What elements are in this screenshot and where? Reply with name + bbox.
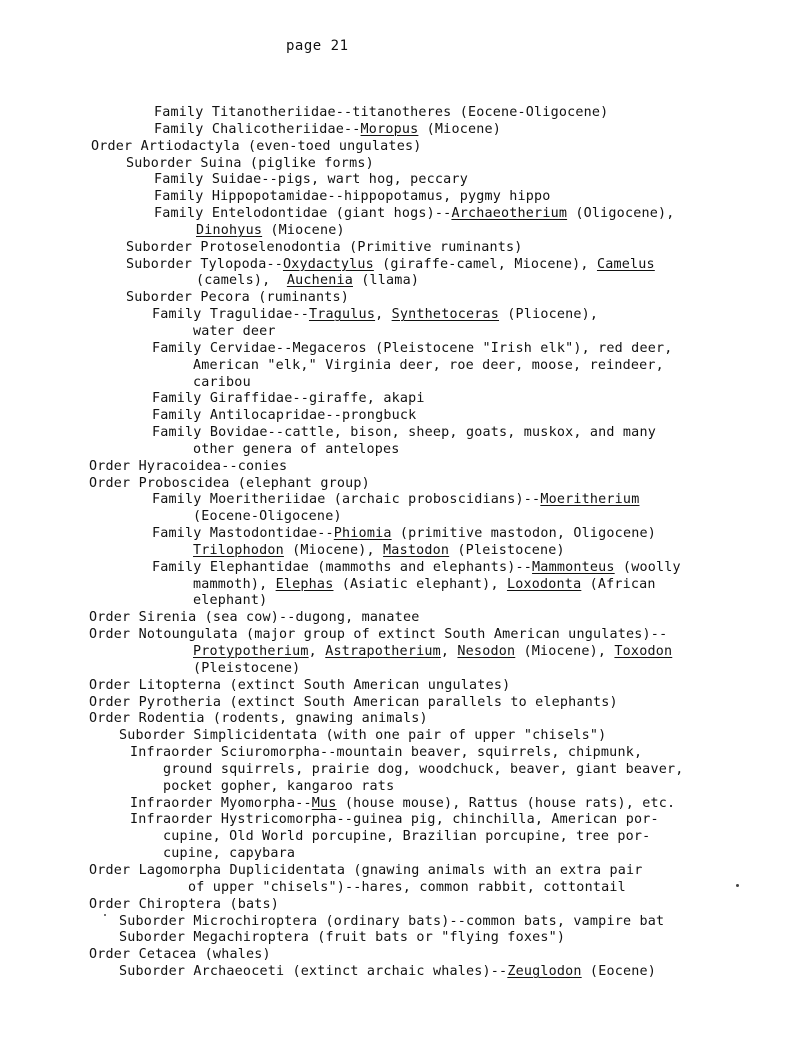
line-text: (camels), bbox=[196, 273, 287, 289]
line-text: Family Entelodontidae (giant hogs)-- bbox=[154, 206, 452, 222]
outline-line bbox=[0, 812, 800, 829]
line-text: cupine, Old World porcupine, Brazilian porcupine, tree por- bbox=[163, 829, 651, 845]
outline-line bbox=[0, 391, 800, 408]
outline-line bbox=[0, 122, 800, 139]
outline-line bbox=[0, 408, 800, 425]
outline-line bbox=[0, 779, 800, 796]
genus-name: Moropus bbox=[360, 121, 419, 137]
line-text: American "elk," Virginia deer, roe deer, moose, reindeer, bbox=[193, 357, 664, 373]
line-text: Suborder Microchiroptera (ordinary bats)--common bats, vampire bat bbox=[119, 913, 665, 929]
line-text: , bbox=[375, 307, 392, 323]
line-text: (house mouse), Rattus (house rats), etc. bbox=[336, 795, 676, 811]
genus-name: Phiomia bbox=[333, 526, 392, 542]
line-text: Suborder Megachiroptera (fruit bats or "flying foxes") bbox=[119, 930, 566, 946]
line-text: Family Tragulidae-- bbox=[152, 307, 309, 323]
line-text: Family Chalicotheriidae-- bbox=[154, 121, 361, 137]
line-text: Suborder Protoselenodontia (Primitive ruminants) bbox=[126, 239, 523, 255]
line-text: (Eocene-Oligocene) bbox=[193, 509, 342, 525]
genus-name: Archaeotherium bbox=[451, 206, 568, 222]
genus-name: Astrapotherium bbox=[325, 644, 441, 659]
outline-line bbox=[0, 324, 800, 341]
genus-name: Mus bbox=[311, 795, 337, 811]
outline-line bbox=[0, 543, 800, 560]
outline-line bbox=[0, 728, 800, 745]
outline-line bbox=[0, 880, 800, 897]
genus-name: Trilophodon bbox=[193, 542, 284, 558]
outline-line bbox=[0, 661, 800, 678]
line-text: Family Hippopotamidae--hippopotamus, pygmy hippo bbox=[154, 189, 551, 205]
line-text: Family Suidae--pigs, wart hog, peccary bbox=[154, 172, 468, 188]
outline-line bbox=[0, 745, 800, 762]
line-text: Order Artiodactyla (even-toed ungulates) bbox=[91, 138, 422, 154]
outline-line bbox=[0, 577, 800, 594]
line-text: (Eocene) bbox=[581, 964, 657, 980]
taxonomy-outline bbox=[0, 105, 800, 981]
line-text: pocket gopher, kangaroo rats bbox=[163, 778, 395, 794]
outline-line bbox=[0, 358, 800, 375]
line-text: Infraorder Myomorpha-- bbox=[130, 795, 312, 811]
outline-line bbox=[0, 459, 800, 476]
line-text: of upper "chisels")--hares, common rabbit, cottontail bbox=[188, 879, 626, 895]
line-text: caribou bbox=[193, 374, 251, 390]
outline-line bbox=[0, 476, 800, 493]
line-text: Order Litopterna (extinct South American ungulates) bbox=[89, 677, 511, 693]
line-text: Order Rodentia (rodents, gnawing animals) bbox=[89, 711, 428, 727]
line-text: (giraffe-camel, Miocene), bbox=[373, 256, 597, 272]
scan-speck bbox=[104, 914, 106, 916]
line-text: Order Sirenia (sea cow)--dugong, manatee bbox=[89, 610, 420, 626]
outline-line bbox=[0, 273, 800, 290]
line-text: (Pleistocene) bbox=[193, 660, 301, 676]
genus-name: Loxodonta bbox=[506, 576, 582, 592]
genus-name: Moeritherium bbox=[540, 492, 640, 508]
line-text: Order Cetacea (whales) bbox=[89, 947, 271, 963]
genus-name: Dinohyus bbox=[196, 222, 263, 238]
outline-line bbox=[0, 678, 800, 695]
line-text: Family Antilocapridae--prongbuck bbox=[152, 408, 417, 424]
line-text: Suborder Archaeoceti (extinct archaic whales)-- bbox=[119, 964, 508, 980]
line-text: Order Pyrotheria (extinct South American parallels to elephants) bbox=[89, 694, 618, 710]
line-text: Order Proboscidea (elephant group) bbox=[89, 475, 370, 491]
genus-name: Tragulus bbox=[308, 307, 376, 323]
outline-line bbox=[0, 240, 800, 257]
line-text: (Pleistocene) bbox=[449, 542, 565, 558]
outline-line bbox=[0, 172, 800, 189]
outline-line bbox=[0, 627, 800, 644]
outline-line bbox=[0, 442, 800, 459]
outline-line bbox=[0, 560, 800, 577]
line-text: Family Titanotheriidae--titanotheres (Eocene-Oligocene) bbox=[154, 105, 609, 120]
outline-line bbox=[0, 189, 800, 206]
genus-name: Mammonteus bbox=[532, 559, 615, 575]
line-text: Suborder Pecora (ruminants) bbox=[126, 290, 350, 306]
outline-line bbox=[0, 425, 800, 442]
outline-line bbox=[0, 492, 800, 509]
line-text: water deer bbox=[193, 323, 276, 339]
line-text: Order Notoungulata (major group of extinct South American ungulates)-- bbox=[89, 627, 668, 643]
outline-line bbox=[0, 223, 800, 240]
genus-name: Nesodon bbox=[457, 644, 516, 659]
scan-speck bbox=[736, 884, 739, 887]
line-text: Order Chiroptera (bats) bbox=[89, 896, 280, 912]
line-text: (Miocene) bbox=[418, 121, 502, 137]
line-text: Family Bovidae--cattle, bison, sheep, goats, muskox, and many bbox=[152, 425, 656, 441]
line-text: (llama) bbox=[353, 273, 420, 289]
outline-line bbox=[0, 139, 800, 156]
line-text: (Asiatic elephant), bbox=[333, 576, 507, 592]
line-text: , bbox=[440, 644, 458, 659]
line-text: Suborder Simplicidentata (with one pair of upper "chisels") bbox=[119, 728, 607, 744]
line-text: Suborder Tylopoda-- bbox=[126, 256, 283, 272]
genus-name: Camelus bbox=[596, 256, 655, 272]
outline-line bbox=[0, 206, 800, 223]
outline-line bbox=[0, 829, 800, 846]
line-text: other genera of antelopes bbox=[193, 441, 400, 457]
outline-line bbox=[0, 695, 800, 712]
outline-line bbox=[0, 914, 800, 931]
outline-line bbox=[0, 307, 800, 324]
genus-name: Oxydactylus bbox=[282, 256, 374, 272]
outline-line bbox=[0, 341, 800, 358]
line-text: (Pliocene), bbox=[499, 307, 599, 323]
outline-line bbox=[0, 610, 800, 627]
genus-name: Zeuglodon bbox=[507, 964, 582, 980]
outline-line bbox=[0, 375, 800, 392]
outline-line bbox=[0, 593, 800, 610]
line-text: ground squirrels, prairie dog, woodchuck, beaver, giant beaver, bbox=[163, 761, 684, 777]
genus-name: Synthetoceras bbox=[391, 307, 500, 323]
outline-line bbox=[0, 257, 800, 274]
outline-line bbox=[0, 930, 800, 947]
line-text: Order Lagomorpha Duplicidentata (gnawing animals with an extra pair bbox=[89, 862, 643, 878]
line-text: mammoth), bbox=[193, 576, 276, 592]
outline-line bbox=[0, 897, 800, 914]
page-number: page 21 bbox=[286, 38, 349, 54]
outline-line bbox=[0, 644, 800, 661]
outline-line bbox=[0, 290, 800, 307]
outline-line bbox=[0, 863, 800, 880]
outline-line bbox=[0, 762, 800, 779]
genus-name: Elephas bbox=[275, 576, 334, 592]
outline-line bbox=[0, 711, 800, 728]
line-text: (Miocene), bbox=[283, 542, 384, 558]
line-text: Family Elephantidae (mammoths and elephants)-- bbox=[152, 559, 533, 575]
line-text: , bbox=[308, 644, 326, 659]
line-text: Family Moeritheriidae (archaic proboscidians)-- bbox=[152, 492, 541, 508]
outline-line bbox=[0, 964, 800, 981]
line-text: (Oligocene), bbox=[567, 206, 675, 222]
line-text: elephant) bbox=[193, 593, 268, 609]
line-text: Suborder Suina (piglike forms) bbox=[126, 155, 374, 171]
outline-line bbox=[0, 526, 800, 543]
line-text: (Miocene), bbox=[515, 644, 615, 659]
genus-name: Mastodon bbox=[383, 542, 450, 558]
line-text: Infraorder Hystricomorpha--guinea pig, chinchilla, American por- bbox=[130, 812, 659, 828]
line-text: cupine, capybara bbox=[163, 846, 296, 862]
line-text: Infraorder Sciuromorpha--mountain beaver, squirrels, chipmunk, bbox=[130, 745, 643, 761]
outline-line bbox=[0, 846, 800, 863]
line-text: (Miocene) bbox=[262, 222, 345, 238]
line-text: (African bbox=[581, 576, 656, 592]
line-text: Family Cervidae--Megaceros (Pleistocene "Irish elk"), red deer, bbox=[152, 340, 673, 356]
line-text: (primitive mastodon, Oligocene) bbox=[391, 526, 656, 542]
genus-name: Auchenia bbox=[286, 273, 353, 289]
outline-line bbox=[0, 947, 800, 964]
line-text: Order Hyracoidea--conies bbox=[89, 458, 288, 474]
line-text: Family Giraffidae--giraffe, akapi bbox=[152, 391, 425, 407]
genus-name: Protypotherium bbox=[193, 644, 309, 659]
outline-line bbox=[0, 509, 800, 526]
line-text: (woolly bbox=[614, 559, 681, 575]
outline-line bbox=[0, 156, 800, 173]
outline-line bbox=[0, 796, 800, 813]
outline-line bbox=[0, 105, 800, 122]
genus-name: Toxodon bbox=[614, 644, 673, 659]
line-text: Family Mastodontidae-- bbox=[152, 526, 334, 542]
